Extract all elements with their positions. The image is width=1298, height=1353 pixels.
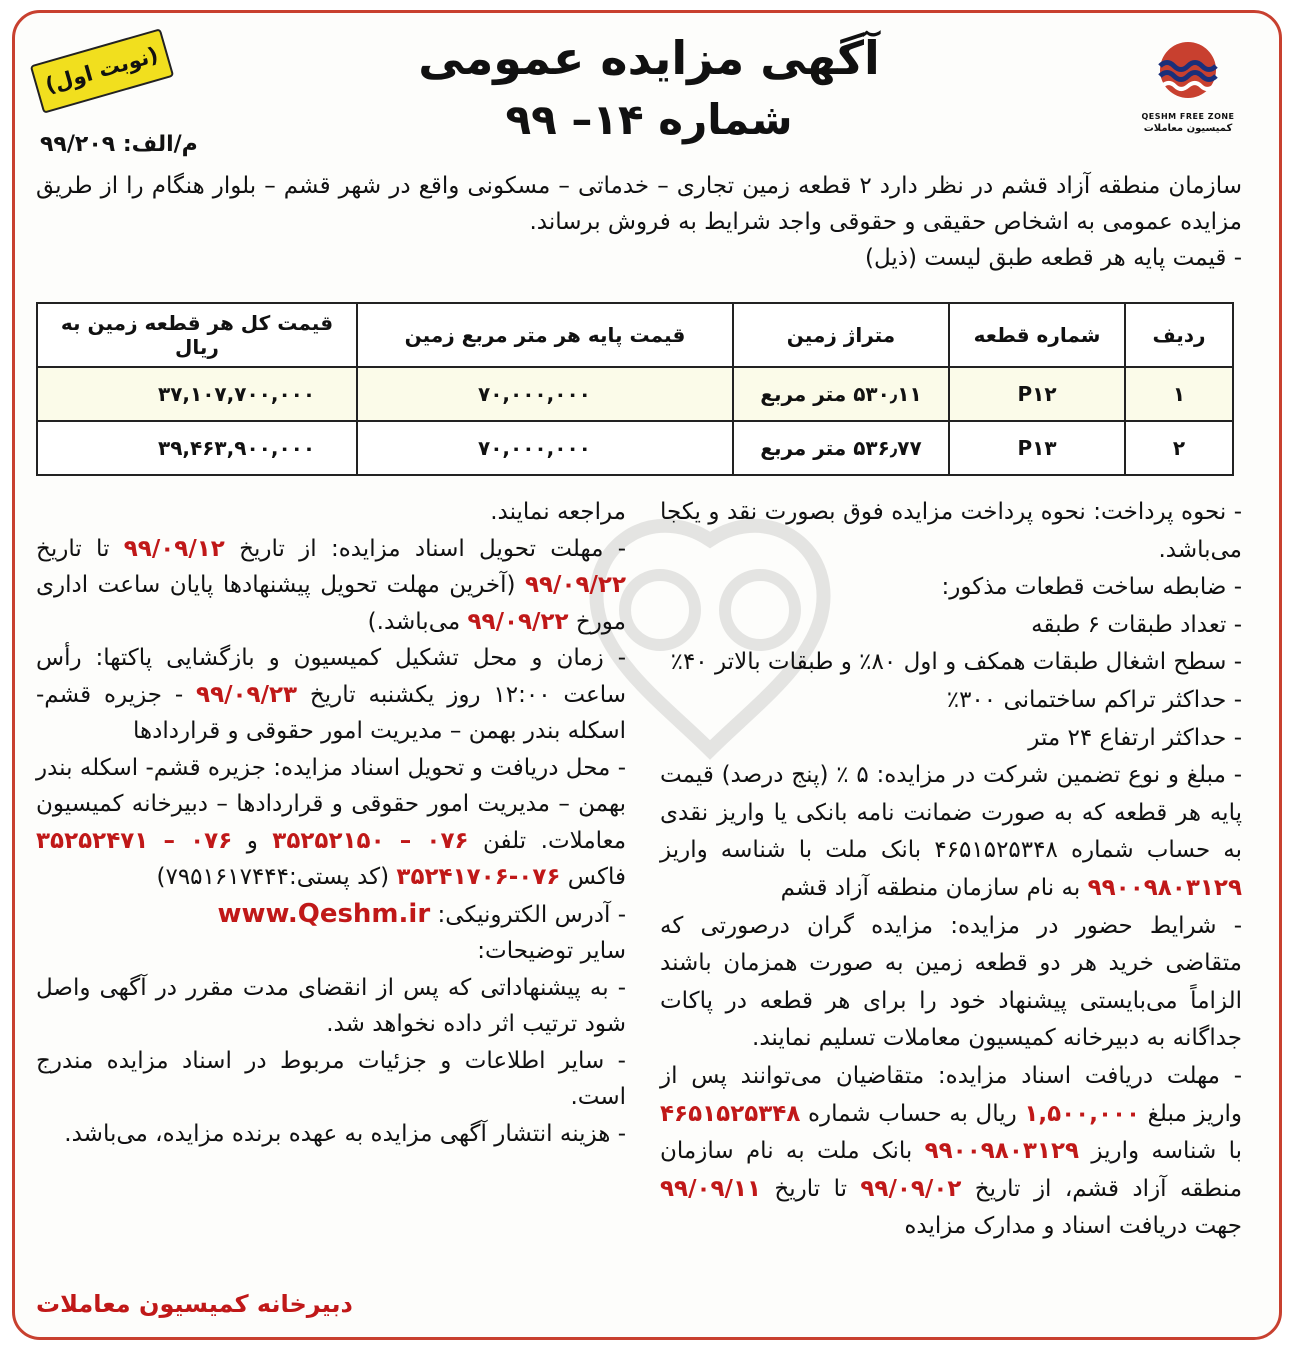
floors-count: - تعداد طبقات ۶ طبقه [1031,611,1242,638]
guarantee-paragraph [660,757,1242,907]
note-publication-cost: - هزینه انتشار آگهی مزایده به عهده برنده مزایده، می‌باشد. [64,1120,626,1147]
place-text: و [246,827,258,854]
construction-rules-title: - ضابطه ساخت قطعات مذکور: [941,574,1242,601]
delivery-date-from: ۹۹/۰۹/۱۲ [123,535,225,562]
opening-text: - زمان و محل تشکیل کمیسیون و بازگشایی پاکتها: رأس ساعت ۱۲:۰۰ روز یکشنبه تاریخ [36,645,626,708]
docs-text: تا تاریخ [774,1175,847,1202]
opening-date: ۹۹/۰۹/۲۳ [196,681,298,708]
intro-paragraph: سازمان منطقه آزاد قشم در نظر دارد ۲ قطعه زمین تجاری – خدماتی – مسکونی واقع در شهر قشم – بلوار هنگام را از طریق مزایده عمومی به اشخاص حقیقی و حقوقی واجد شرایط به فروش برساند. [36,173,1243,235]
notice-number: شماره ۱۴– ۹۹ [505,95,793,144]
guarantee-deposit-id: ۹۹۰۰۹۸۰۳۱۲۹ [1087,874,1242,901]
phone-number-2: ۰۷۶ – ۳۵۲۵۲۴۷۱ [36,827,233,854]
website-link[interactable]: www.Qeshm.ir [217,898,431,929]
notice-title: آگهی مزایده عمومی [418,31,880,85]
delivery-text: - مهلت تحویل اسناد مزایده: از تاریخ [239,535,627,562]
delivery-text: تا تاریخ [36,535,110,562]
documents-place [36,750,626,896]
docs-text: جهت دریافت اسناد و مدارک مزایده [904,1213,1242,1240]
docs-date-from: ۹۹/۰۹/۰۲ [860,1175,962,1202]
cell-area: ۵۳۰٫۱۱ متر مربع [733,367,949,421]
signature: دبیرخانه کمیسیون معاملات [36,1290,353,1318]
delivery-text: (آخرین مهلت تحویل پیشنهادها پایان ساعت اداری مورخ [36,572,626,635]
delivery-deadline [36,531,626,641]
docs-date-to: ۹۹/۰۹/۱۱ [660,1175,762,1202]
table-row [37,421,1233,475]
refer-text: مراجعه نمایند. [490,499,626,525]
cell-row-number: ۲ [1125,421,1233,475]
cell-row-number: ۱ [1125,367,1233,421]
docs-fee: ۱,۵۰۰,۰۰۰ [1024,1100,1141,1127]
docs-deposit-id: ۹۹۰۰۹۸۰۳۱۲۹ [924,1138,1080,1165]
first-round-badge: (نوبت اول) [30,28,175,114]
col-lot-number: شماره قطعه [949,303,1125,367]
note-details: - سایر اطلاعات و جزئیات مربوط در اسناد مزایده مندرج است. [36,1047,626,1110]
opening-session [36,640,626,750]
occupancy-rate: - سطح اشغال طبقات همکف و اول ۸۰٪ و طبقات بالاتر ۴۰٪ [670,649,1242,676]
docs-account-number: ۴۶۵۱۵۲۵۳۴۸ [660,1100,801,1127]
logo-org-fa: کمیسیون معاملات [1143,123,1233,134]
docs-text: با شناسه واریز [1091,1138,1242,1165]
fax-number: ۰۷۶-۳۵۲۴۱۷۰۶ [396,864,561,890]
max-density: - حداکثر تراکم ساختمانی ۳۰۰٪ [946,686,1242,713]
cell-total-price: ۳۹,۴۶۳,۹۰۰,۰۰۰ [37,421,357,475]
intro-text [36,168,1242,276]
delivery-last-date: ۹۹/۰۹/۲۲ [467,608,569,635]
documents-deadline [660,1058,1242,1246]
max-height: - حداکثر ارتفاع ۲۴ متر [1028,724,1242,751]
logo-org-en: QESHM FREE ZONE [1141,112,1235,121]
delivery-date-to: ۹۹/۰۹/۲۲ [524,572,626,598]
cell-base-price: ۷۰,۰۰۰,۰۰۰ [357,367,733,421]
col-total-price: قیمت کل هر قطعه زمین به ریال [37,303,357,367]
conditions-right-column [660,494,1242,1246]
col-row-number: ردیف [1125,303,1233,367]
website-line [36,896,626,934]
cell-lot-number: P۱۲ [949,367,1125,421]
docs-text: ریال به حساب شماره [807,1100,1017,1127]
conditions-left-column [36,494,626,1152]
table-row [37,367,1233,421]
opening-text: - جزیره قشم- اسکله بندر بهمن – مدیریت امور حقوقی و قراردادها [36,681,626,744]
attendance-conditions: - شرایط حضور در مزایده: مزایده گران درصورتی که متقاضی خرید هر دو قطعه زمین به صورت همزمان باشند الزاماً می‌بایستی پیشنهاد خود را برای هر قطعه در پاکات جداگانه به دبیرخانه کمیسیون معاملات تسلیم نمایند. [660,912,1242,1052]
place-text: فاکس [567,864,626,890]
table-header-row [37,303,1233,367]
place-text: - محل دریافت و تحویل اسناد مزایده: جزیره قشم- اسکله بندر بهمن – مدیریت امور حقوقی و قراردادها – دبیرخانه کمیسیون معاملات. تلفن [36,754,627,854]
base-price-note: - قیمت پایه هر قطعه طبق لیست (ذیل) [864,245,1242,271]
postal-code: (کد پستی:۷۹۵۱۶۱۷۴۴۴) [156,864,390,890]
guarantee-text-end: به نام سازمان منطقه آزاد قشم [780,874,1081,901]
note-late-bids: - به پیشنهاداتی که پس از انقضای مدت مقرر در آگهی واصل شود ترتیب اثر داده نخواهد شد. [36,974,626,1037]
guarantee-text: - مبلغ و نوع تضمین شرکت در مزایده: ۵ ٪ (پنج درصد) قیمت پایه هر قطعه که به صورت ضمانت نامه بانکی یا واریز نقدی به حساب شماره ۴۶۵۱۵۲۵۳۴۸ بانک ملت با شناسه واریز [660,762,1242,864]
payment-method: - نحوه پرداخت: نحوه پرداخت مزایده فوق بصورت نقد و یکجا می‌باشد. [660,499,1242,563]
phone-number-1: ۰۷۶ – ۳۵۲۵۲۱۵۰ [272,827,469,854]
cell-base-price: ۷۰,۰۰۰,۰۰۰ [357,421,733,475]
cell-lot-number: P۱۳ [949,421,1125,475]
cell-area: ۵۳۶٫۷۷ متر مربع [733,421,949,475]
cell-total-price: ۳۷,۱۰۷,۷۰۰,۰۰۰ [37,367,357,421]
delivery-text: می‌باشد.) [367,608,461,635]
col-area: متراژ زمین [733,303,949,367]
docs-text: بانک ملت به نام سازمان منطقه آزاد قشم، از تاریخ [660,1138,1243,1202]
other-notes-title: سایر توضیحات: [477,938,626,964]
lots-table [36,302,1234,476]
reference-number: م/الف: ۹۹/۲۰۹ [40,132,198,157]
docs-text: - مهلت دریافت اسناد مزایده: متقاضیان می‌توانند پس از واریز مبلغ [660,1062,1243,1127]
col-base-price: قیمت پایه هر متر مربع زمین [357,303,733,367]
website-label: - آدرس الکترونیکی: [437,901,626,928]
